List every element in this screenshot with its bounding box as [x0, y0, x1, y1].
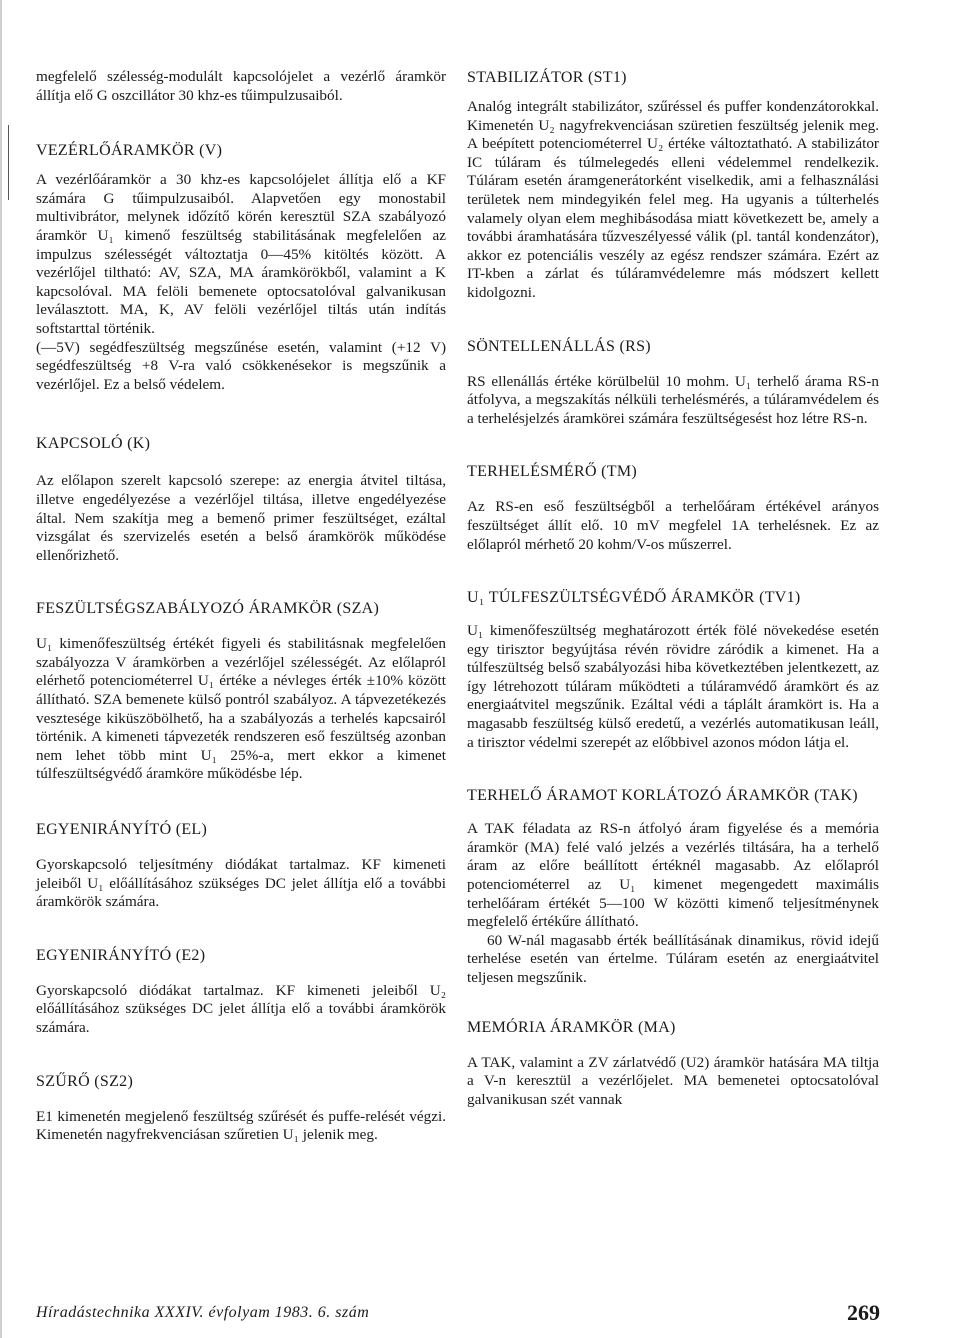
section-paragraph: Gyorskapcsoló diódákat tartalmaz. KF kimeneti jeleiből U₂ előállításához szükséges DC jelet állítja elő a további áramkörök számára. [36, 981, 446, 1036]
section-ma [467, 1018, 879, 1110]
section-heading: KAPCSOLÓ (K) [36, 435, 151, 453]
journal-citation: Híradástechnika XXXIV. évfolyam 1983. 6. szám [36, 1304, 370, 1321]
section-paragraph: Gyorskapcsoló teljesítmény diódákat tartalmaz. KF kimeneti jeleiből U₁ előállításához szükséges DC jelet állítja elő a további áramkörök számára. [36, 856, 446, 911]
section-heading: MEMÓRIA ÁRAMKÖR (MA) [467, 1018, 676, 1036]
page-edge-shadow [0, 0, 2, 1338]
section-paragraph: Analóg integrált stabilizátor, szűréssel és puffer kondenzátorokkal. Kimenetén U₂ nagyfrekvenciásan szüretien feszültség jelenik meg. A beépített potenciométerrel U₂ értéke változtatható. A stabilizátor IC túláram és túlmelegedés elleni védelemmel rendelkezik. Túláram esetén áramgenerátorként viselkedik, ami a felhasználási területek nem mindegyikén felel meg. Ha ugyanis a túlterhelés valamely olyan elem meghibásodása miatt következett be, amely a további áramhatására tűzveszélyessé válik (pl. tantál kondenzátor), akkor ez potenciális veszély az egész rendszer számára. Ezért az IT-kben a zárlat és túláramvédelemre más módszert kellett kidolgozni. [467, 98, 879, 301]
section-tak [467, 786, 879, 987]
section-paragraph: U₁ kimenőfeszültség meghatározott érték fölé növekedése esetén egy tirisztor begyújtása révén rövidre záródik a kimenet. Ha a túlfeszültség belső szabályozási hiba következtében jelentkezett, az így létrehozott túláram működteti a túláramvédő áramkört és az energiaátvitel megszűnik. Ezáltal védi a táplált áramkört is. Ha a magasabb feszültség külső eredetű, a vezérlés automatikusan leáll, a tirisztor védelmi szerepét az előbbivel azonos módon látja el. [467, 622, 879, 751]
section-heading: SÖNTELLENÁLLÁS (RS) [467, 337, 651, 355]
section-paragraph: U₁ kimenőfeszültség értékét figyeli és stabilitásnak megfelelően szabályozza V áramkörben a vezérlőjel szélességét. Az előlapról elérhető potenciométerrel U₁ értéke a névleges érték ±10% között állítható. SZA bemenete külső pontról szabályoz. A tápvezetékezés vesztesége kiküszöbölhető, ha a szabályozás a terhelés kapcsairól történik. A kimeneti tápvezeték rendszeren eső feszültség azonban nem lehet több mint U₁ 25%-a, mert ekkor a kimenet túlfeszültségvédő áramköre működésbe lép. [36, 635, 446, 783]
left-column [36, 68, 446, 1145]
section-heading: STABILIZÁTOR (ST1) [467, 69, 627, 86]
section-heading: FESZÜLTSÉGSZABÁLYOZÓ ÁRAMKÖR (SZA) [36, 600, 380, 618]
section-heading: TERHELŐ ÁRAMOT KORLÁTOZÓ ÁRAMKÖR (TAK) [467, 787, 858, 805]
section-heading: U₁ TÚLFESZÜLTSÉGVÉDŐ ÁRAMKÖR (TV1) [467, 589, 801, 607]
section-st1 [467, 68, 879, 303]
section-sza [36, 599, 446, 784]
page-number: 269 [847, 1300, 880, 1325]
section-paragraph: (—5V) segédfeszültség megszűnése esetén, valamint (+12 V) segédfeszültség +8 V-ra való csökkenésekor is megszűnik a vezérlőjel. Ez a belső védelem. [36, 338, 446, 393]
section-paragraph: E1 kimenetén megjelenő feszültség szűrését és puffe-relését végzi. Kimenetén nagyfrekvenciásan szűretien U₁ jelenik meg. [36, 1107, 446, 1144]
section-heading: EGYENIRÁNYÍTÓ (E2) [36, 946, 206, 964]
section-paragraph: 60 W-nál magasabb érték beállításának dinamikus, rövid idejű terhelése esetén van értelme. Túláram esetén az energiaátvitel teljesen megszűnik. [467, 931, 879, 986]
margin-rule [8, 125, 9, 200]
right-column [467, 68, 879, 1109]
section-heading: SZŰRŐ (SZ2) [36, 1072, 134, 1090]
section-paragraph: Az RS-en eső feszültségből a terhelőáram értékével arányos feszültséget állít elő. 10 mV megfelel 1A terhelésnek. Ez az előlapról mérhető 20 kohm/V-os műszerrel. [467, 498, 879, 553]
section-el [36, 820, 446, 912]
section-rs [467, 337, 879, 429]
intro-paragraph: megfelelő szélesség-modulált kapcsolójelet a vezérlő áramkör állítja elő G oszcillátor 30 khz-es tűimpulzusaiból. [36, 68, 446, 104]
section-e2 [36, 946, 446, 1038]
section-heading: EGYENIRÁNYÍTÓ (EL) [36, 821, 208, 839]
section-paragraph: Az előlapon szerelt kapcsoló szerepe: az energia átvitel tiltása, illetve engedélyezése a vezérlőjel tiltása, illetve engedélyezése által. Nem szakítja meg a bemenő primer feszültséget, ezáltal vizsgálat és szervizelés esetén a belső áramkörök működése ellenőrizhető. [36, 472, 446, 564]
section-paragraph: RS ellenállás értéke körülbelül 10 mohm. U₁ terhelő árama RS-n átfolyva, a megszakítás nélküli terhelésmérés, a túláramvédelem és a terhelésjelzés áramkörei számára feszültségesést hoz létre RS-n. [467, 372, 879, 427]
section-heading: TERHELÉSMÉRŐ (TM) [467, 463, 637, 481]
section-sz2 [36, 1072, 446, 1145]
section-kapcsolo [36, 434, 446, 565]
section-paragraph: A TAK, valamint a ZV zárlatvédő (U2) áramkör hatására MA tiltja a V-n keresztül a vezérlőjelet. MA bemenetei optocsatolóval galvanikusan szét vannak [467, 1053, 879, 1108]
section-paragraph: A vezérlőáramkör a 30 khz-es kapcsolójelet állítja elő a KF számára G tűimpulzusaiból. Alapvetően egy monostabil multivibrátor, melynek időzítő körén keresztül SZA szabályozó áramkör U₁ kimenő feszültség stabilitásának megfelelően az impulzus szélességét változtatja 0—45% kitöltés között. A vezérlőjel tiltható: AV, SZA, MA áramkörökből, valamint a K kapcsolóval. MA felöli bemenete optocsatolóval galvanikusan leválasztott. MA, K, AV felöli vezérlőjel tiltás után indítás softstarttal történik. [36, 171, 446, 337]
section-tv1 [467, 588, 879, 752]
section-paragraph: A TAK féladata az RS-n átfolyó áram figyelése és a memória áramkör (MA) felé való jelzés a vezérlés tiltására, ha a terhelő áram az előre beállított értéknél magasabb. Az előlapról potenciométerrel az U₁ kimenet megengedett maximális terhelőáram értékét 5—100 W közötti kimenő teljesítménynek megfelelő értékűre állítható. [467, 820, 879, 931]
section-heading: VEZÉRLŐÁRAMKÖR (V) [36, 142, 223, 160]
section-tm [467, 462, 879, 554]
section-vezerloaramkor [36, 141, 446, 394]
page-footer [36, 1300, 880, 1330]
